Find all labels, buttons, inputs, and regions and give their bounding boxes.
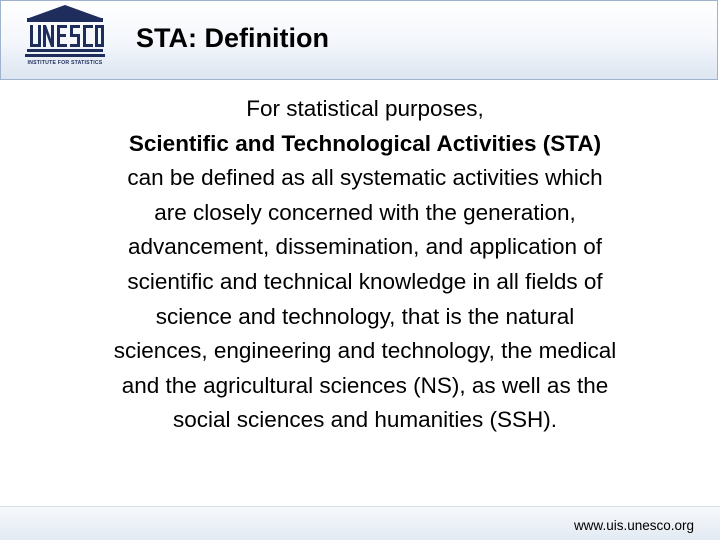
definition-line: sciences, engineering and technology, the medical — [113, 338, 617, 364]
unesco-uis-logo — [23, 4, 107, 72]
page-title: STA: Definition — [136, 23, 329, 53]
definition-line: For statistical purposes, — [246, 96, 484, 121]
footer-url: www.uis.unesco.org — [573, 518, 694, 533]
header-bar — [0, 0, 718, 80]
definition-line: advancement, dissemination, and application of — [127, 234, 603, 260]
logo-tagline: INSTITUTE FOR STATISTICS — [27, 60, 103, 66]
definition-term: Scientific and Technological Activities (STA) — [128, 130, 602, 156]
definition-line: are closely concerned with the generation, — [154, 199, 576, 225]
definition-line: and the agricultural sciences (NS), as well as the — [121, 372, 609, 398]
definition-line: social sciences and humanities (SSH). — [173, 407, 557, 433]
definition-line: scientific and technical knowledge in all fields of — [127, 268, 603, 294]
definition-text — [40, 92, 690, 438]
definition-line: can be defined as all systematic activities which — [127, 165, 603, 191]
definition-line: science and technology, that is the natural — [155, 303, 575, 329]
